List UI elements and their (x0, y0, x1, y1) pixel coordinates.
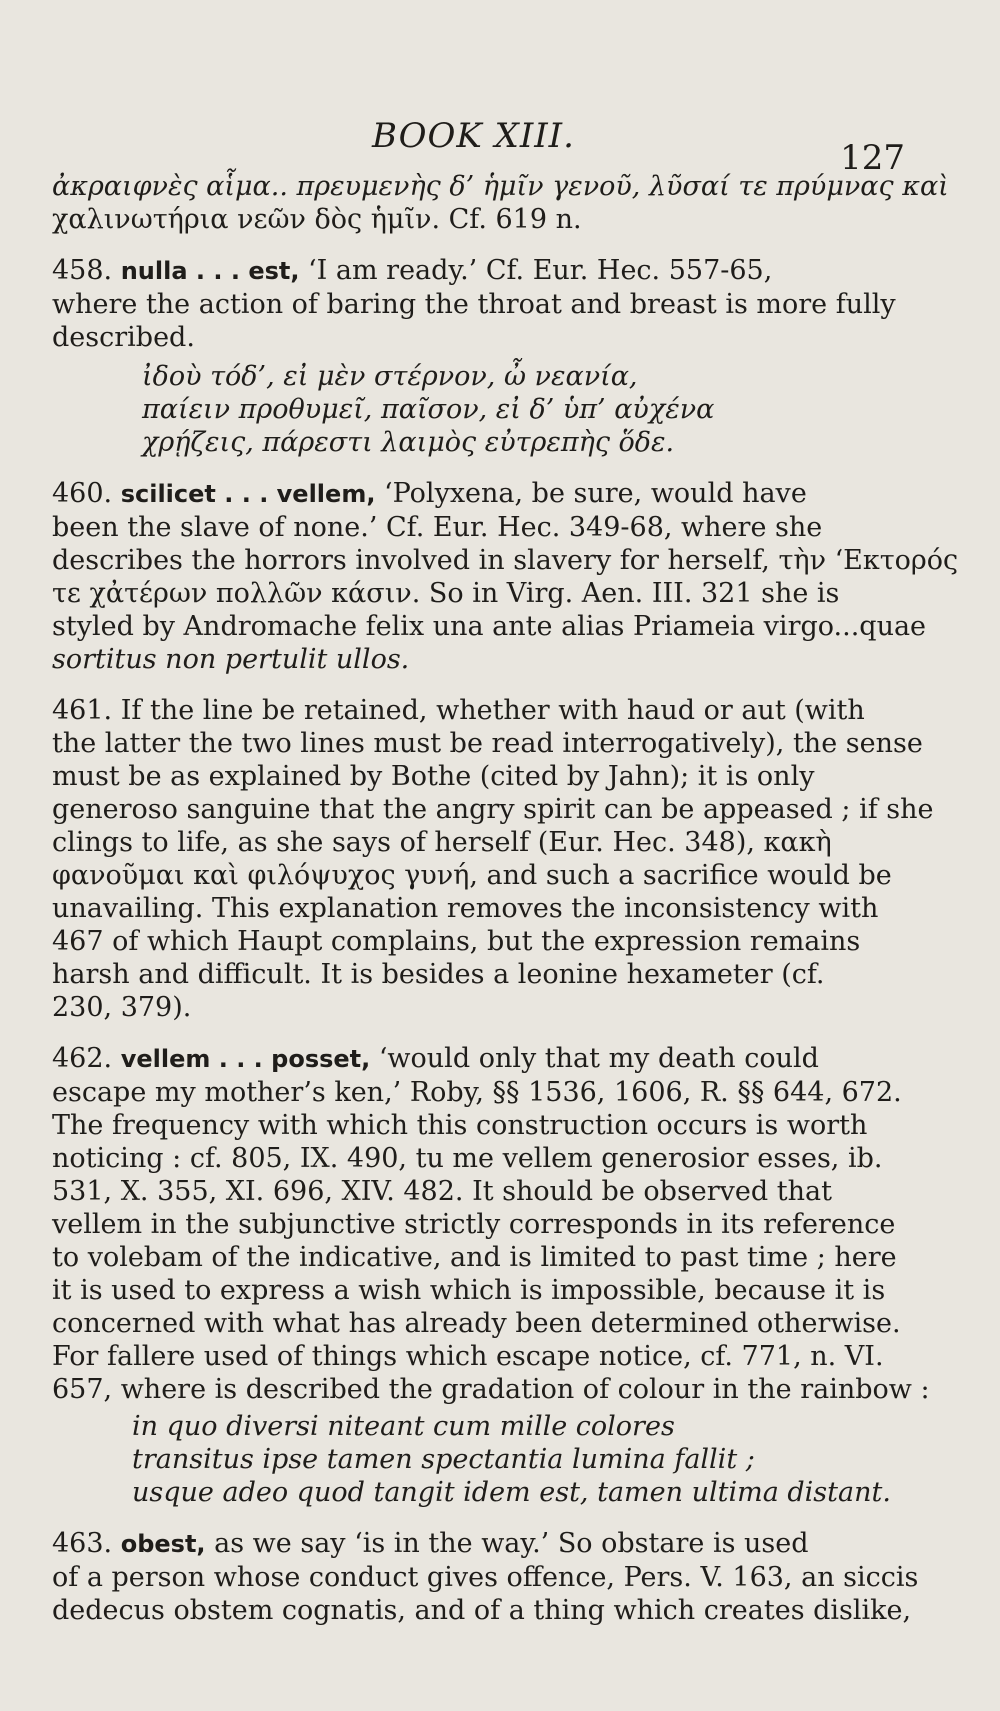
latin-verse-quotation (132, 1410, 895, 1509)
note-text: 531, X. 355, XI. 696, XIV. 482. It should be observed that (52, 1176, 832, 1207)
page-number: 127 (840, 138, 905, 178)
note-text: For fallere used of things which escape notice, cf. 771, n. VI. (52, 1341, 884, 1372)
note-text: φανοῦμαι καὶ φιλόψυχος γυνή, and such a sacrifice would be (52, 860, 892, 891)
verse-line: in quo diversi niteant cum mille colores (132, 1411, 675, 1442)
note-text: If the line be retained, whether with haud or aut (with (112, 695, 865, 726)
note-text: ‘I am ready.’ Cf. Eur. Hec. 557-65, (299, 255, 773, 286)
note-text: clings to life, as she says of herself (Eur. Hec. 348), κακὴ (52, 827, 832, 858)
quote-line: ἰδοὺ τόδ’, εἰ μὲν στέρνον, ὦ νεανία, (142, 361, 638, 392)
note-number: 463. (52, 1528, 113, 1559)
note-text: 657, where is described the gradation of colour in the rainbow : (52, 1374, 930, 1405)
note-text: dedecus obstem cognatis, and of a thing which creates dislike, (52, 1595, 912, 1626)
note-text: concerned with what has already been determined otherwise. (52, 1308, 901, 1339)
verse-line: transitus ipse tamen spectantia lumina fallit ; (132, 1444, 755, 1475)
note-text: ‘would only that my death could (370, 1043, 819, 1074)
note-number: 461. (52, 695, 113, 726)
note-461 (52, 694, 934, 1024)
note-lemma: nulla . . . est, (120, 257, 300, 285)
note-text: must be as explained by Bothe (cited by Jahn); it is only (52, 761, 815, 792)
greek-line: χαλινωτήρια νεῶν δὸς ἡμῖν. Cf. 619 n. (52, 204, 582, 235)
note-lemma: obest, (120, 1530, 206, 1558)
note-text: unavailing. This explanation removes the inconsistency with (52, 893, 879, 924)
note-text: sortitus non pertulit ullos. (52, 644, 410, 675)
greek-line: ἀκραιφνὲς αἷμα.. πρευμενὴς δ’ ἡμῖν γενοῦ, λῦσαί τε πρύμνας καὶ (52, 171, 949, 202)
note-463 (52, 1527, 919, 1627)
note-text: describes the horrors involved in slavery for herself, τὴν ‘Εκτορός (52, 545, 959, 576)
note-number: 460. (52, 478, 113, 509)
note-number: 458. (52, 255, 113, 286)
verse-line: usque adeo quod tangit idem est, tamen ultima distant. (132, 1477, 891, 1508)
note-text: described. (52, 322, 195, 353)
note-458 (52, 254, 895, 459)
note-text: vellem in the subjunctive strictly corresponds in its reference (52, 1209, 896, 1240)
quote-line: παίειν προθυμεῖ, παῖσον, εἰ δ’ ὑπ’ αὐχένα (142, 394, 715, 425)
greek-quotation (142, 360, 895, 459)
note-462 (52, 1042, 930, 1509)
note-lemma: scilicet . . . vellem, (120, 480, 376, 508)
running-head: BOOK XIII. (372, 116, 575, 156)
note-text: escape my mother’s ken,’ Roby, §§ 1536, 1606, R. §§ 644, 672. (52, 1077, 902, 1108)
note-text: 230, 379). (52, 992, 192, 1023)
note-lemma: vellem . . . posset, (120, 1045, 371, 1073)
note-text: it is used to express a wish which is impossible, because it is (52, 1275, 886, 1306)
note-text: where the action of baring the throat and breast is more fully (52, 289, 896, 320)
quote-line: χρῄζεις, πάρεστι λαιμὸς εὐτρεπὴς ὅδε. (142, 427, 675, 458)
note-text: 467 of which Haupt complains, but the expression remains (52, 926, 861, 957)
page-header (52, 108, 905, 178)
note-text: The frequency with which this construction occurs is worth (52, 1110, 868, 1141)
note-text: τε χἀτέρων πολλῶν κάσιν. So in Virg. Aen. III. 321 she is (52, 578, 840, 609)
note-text: of a person whose conduct gives offence, Pers. V. 163, an siccis (52, 1562, 919, 1593)
note-text: ‘Polyxena, be sure, would have (375, 478, 807, 509)
note-text: the latter the two lines must be read interrogatively), the sense (52, 728, 923, 759)
opening-greek (52, 170, 949, 236)
note-text: styled by Andromache felix una ante alias Priameia virgo...quae (52, 611, 927, 642)
note-text: been the slave of none.’ Cf. Eur. Hec. 349-68, where she (52, 512, 823, 543)
note-text: harsh and difficult. It is besides a leonine hexameter (cf. (52, 959, 825, 990)
note-460 (52, 477, 959, 676)
note-text: noticing : cf. 805, IX. 490, tu me vellem generosior esses, ib. (52, 1143, 883, 1174)
note-text: to volebam of the indicative, and is limited to past time ; here (52, 1242, 897, 1273)
note-number: 462. (52, 1043, 113, 1074)
note-text: as we say ‘is in the way.’ So obstare is used (205, 1528, 809, 1559)
note-text: generoso sanguine that the angry spirit can be appeased ; if she (52, 794, 934, 825)
